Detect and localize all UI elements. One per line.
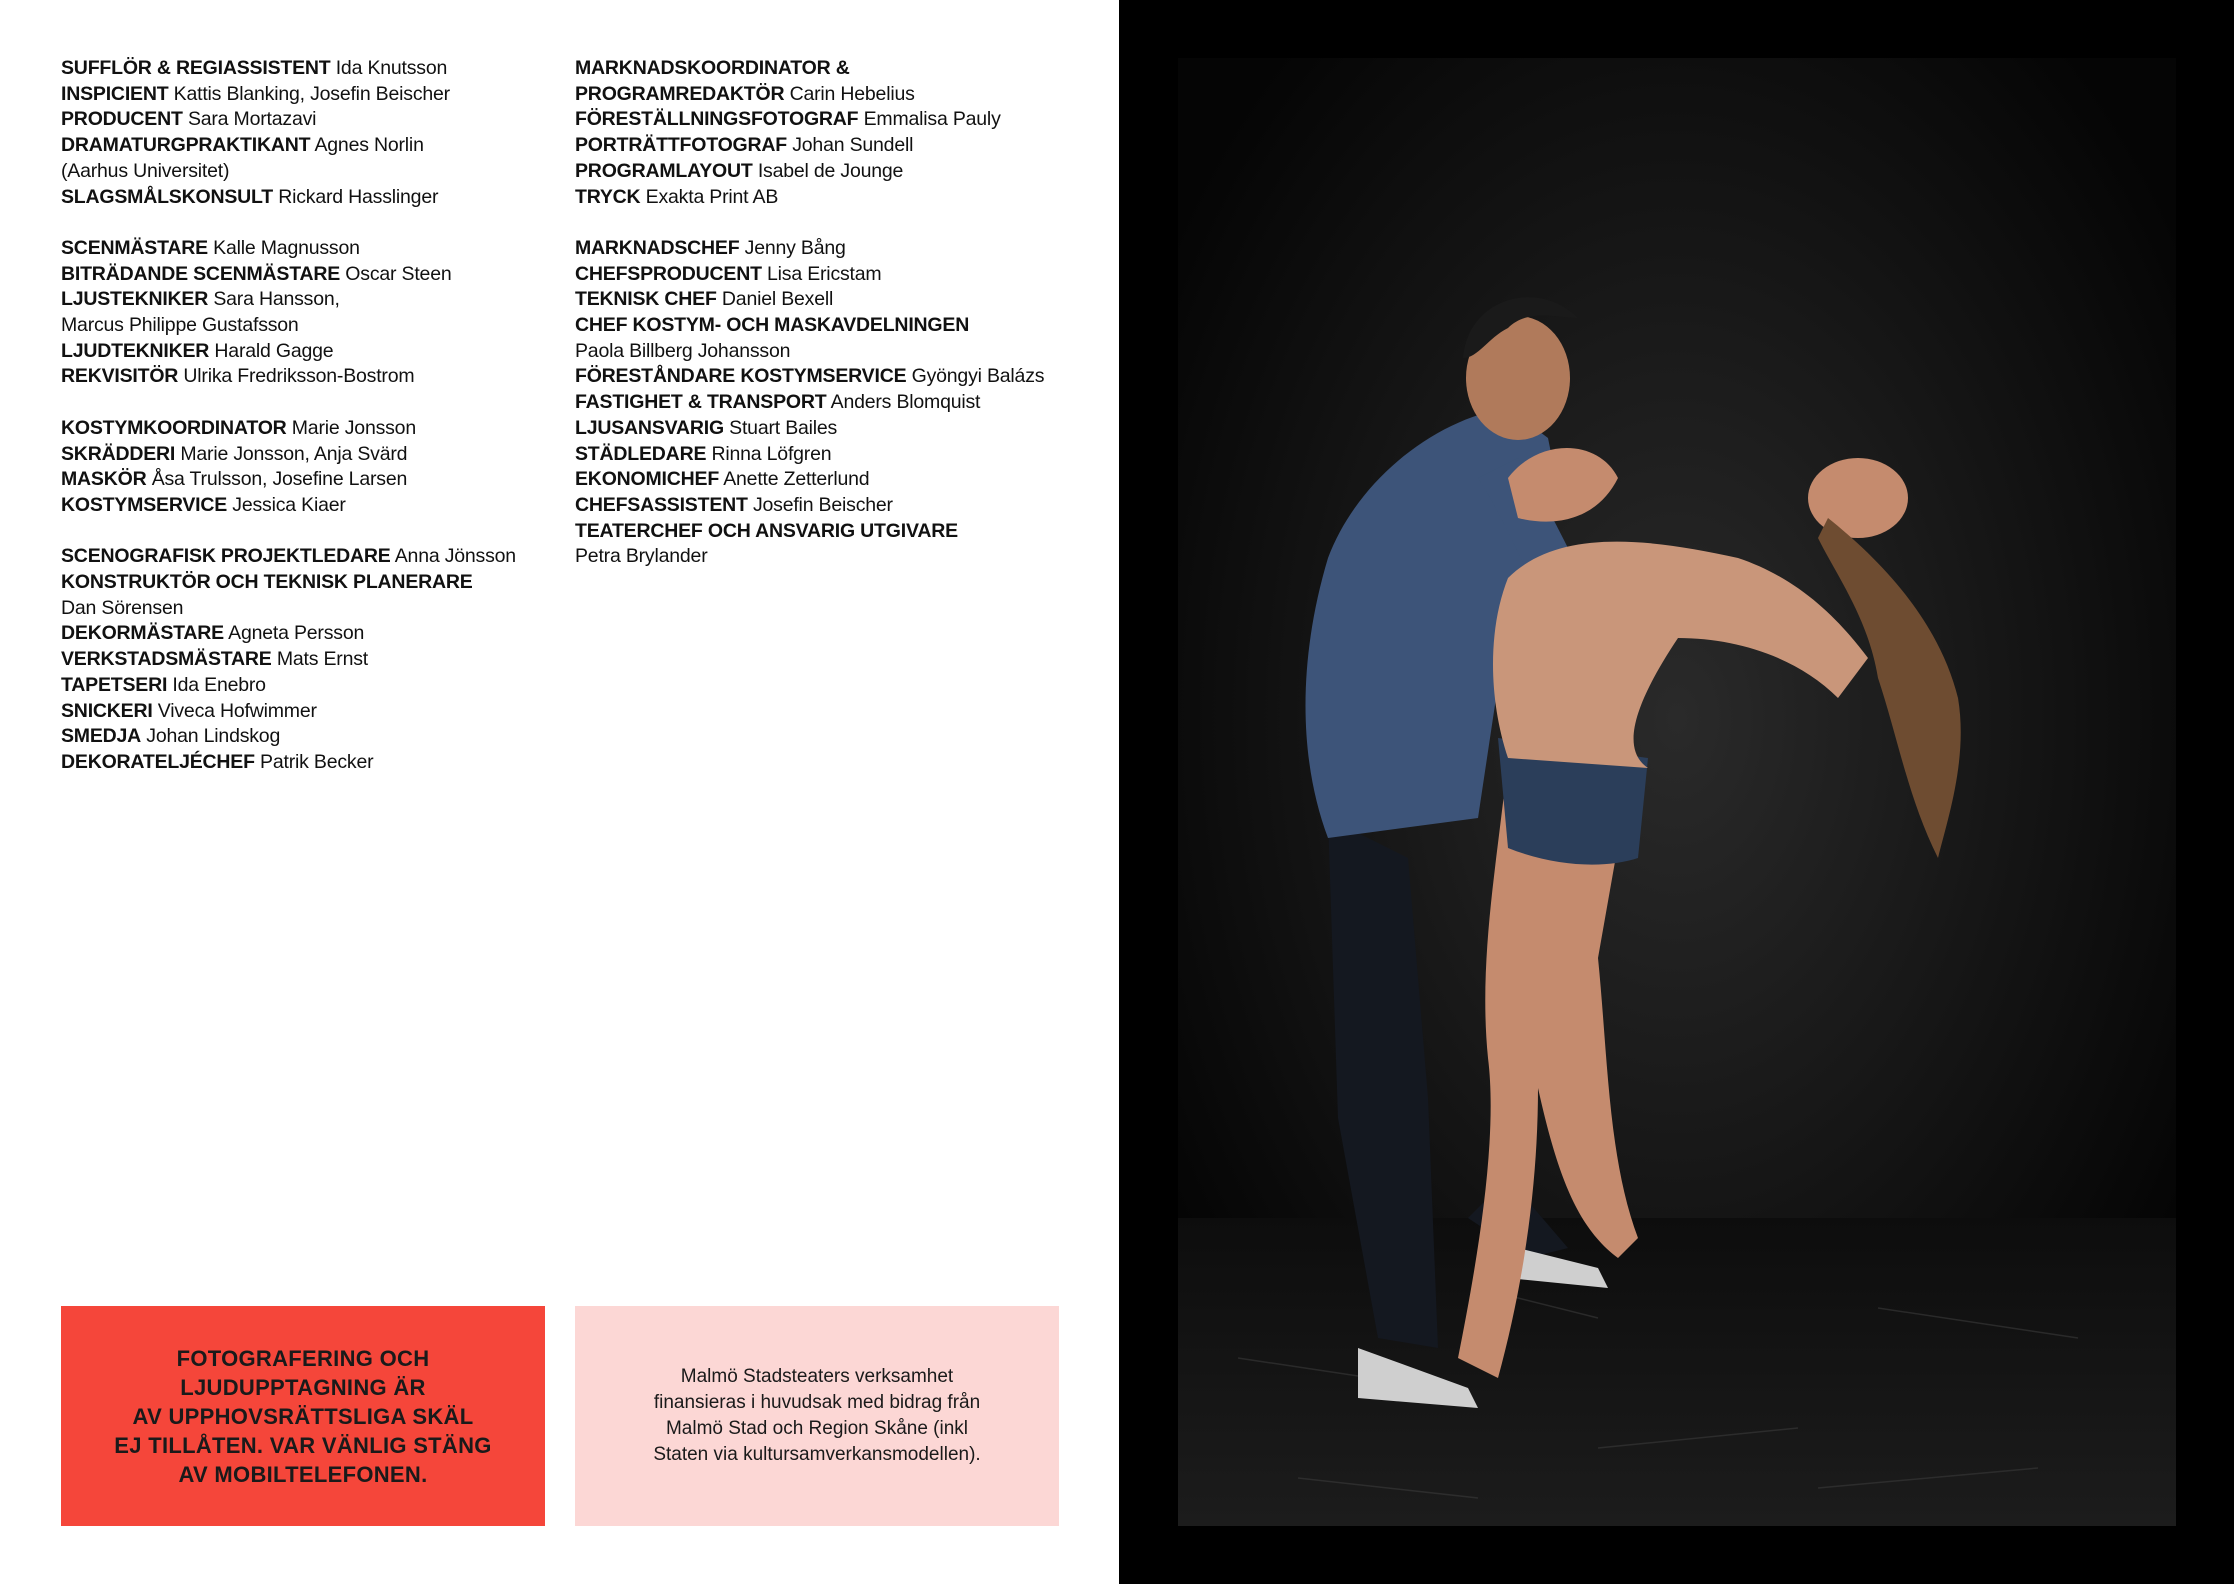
credit-name: Oscar Steen [345, 262, 452, 285]
credit-name: Gyöngyi Balázs [911, 365, 1045, 388]
female-head [1808, 458, 1908, 538]
credit-group-spacer [575, 210, 1095, 236]
credit-role: SCENOGRAFISK PROJEKTLEDARE [61, 545, 391, 568]
credit-role: EKONOMICHEF [575, 468, 720, 491]
credit-name: Rickard Hasslinger [278, 185, 439, 208]
credit-role: INSPICIENT [61, 82, 169, 105]
notice-line: LJUDUPPTAGNING ÄR [180, 1374, 426, 1400]
credit-role: LJUSANSVARIG [575, 416, 724, 439]
credit-line [575, 107, 1095, 133]
credit-line [61, 621, 561, 647]
credit-line [575, 82, 1095, 108]
credit-role: TEKNISK CHEF [575, 288, 717, 311]
funding-line: finansieras i huvudsak med bidrag från [653, 1392, 981, 1413]
credit-role: KOSTYMSERVICE [61, 493, 228, 516]
credit-role: CHEFSPRODUCENT [575, 262, 762, 285]
credit-role: PORTRÄTTFOTOGRAF [575, 134, 788, 157]
credit-name: Marcus Philippe Gustafsson [61, 314, 299, 337]
credit-name: Anders Blomquist [830, 391, 981, 414]
credit-name: Stuart Bailes [729, 416, 838, 439]
credit-name: Johan Lindskog [146, 725, 281, 748]
credit-name: Jessica Kiaer [232, 493, 346, 516]
funding-line: Malmö Stadsteaters verksamhet [680, 1366, 954, 1387]
credit-name: Jenny Bång [744, 236, 846, 259]
credit-line [575, 313, 1095, 339]
credit-line [61, 699, 561, 725]
credit-line [61, 262, 561, 288]
credit-name: Kattis Blanking, Josefin Beischer [173, 82, 450, 105]
notice-line: AV MOBILTELEFONEN. [178, 1461, 428, 1487]
credit-name: Exakta Print AB [645, 185, 779, 208]
credit-name: Rinna Löfgren [711, 442, 832, 465]
credit-line [61, 673, 561, 699]
credit-name: Agneta Persson [228, 622, 365, 645]
credit-line [575, 544, 1095, 570]
credit-name: Isabel de Jounge [757, 159, 904, 182]
no-photography-notice [61, 1306, 545, 1526]
credit-line [575, 287, 1095, 313]
credit-name: Marie Jonsson [291, 416, 416, 439]
credit-name: Patrik Becker [260, 750, 374, 773]
credit-role: FÖRESTÅNDARE KOSTYMSERVICE [575, 365, 907, 388]
credit-line [575, 56, 1095, 82]
credit-name: (Aarhus Universitet) [61, 159, 230, 182]
credit-role: MASKÖR [61, 468, 147, 491]
credit-line [61, 364, 561, 390]
credit-name: Sara Hansson, [213, 288, 340, 311]
credit-name: Agnes Norlin [314, 134, 424, 157]
dancers-illustration [1178, 58, 2176, 1526]
credit-name: Emmalisa Pauly [863, 108, 1001, 131]
credit-line [61, 750, 561, 776]
credit-line [575, 467, 1095, 493]
notice-line: EJ TILLÅTEN. VAR VÄNLIG STÄNG [114, 1432, 492, 1458]
credit-name: Anette Zetterlund [723, 468, 870, 491]
credit-name: Viveca Hofwimmer [157, 699, 317, 722]
credit-role: KONSTRUKTÖR OCH TEKNISK PLANERARE [61, 571, 473, 594]
credit-line [61, 467, 561, 493]
credit-name: Marie Jonsson, Anja Svärd [180, 442, 408, 465]
credit-name: Åsa Trulsson, Josefine Larsen [151, 468, 408, 491]
performance-photo [1178, 58, 2176, 1526]
credit-line [575, 493, 1095, 519]
credit-role: TEATERCHEF OCH ANSVARIG UTGIVARE [575, 519, 958, 542]
credit-name: Mats Ernst [276, 648, 368, 671]
credit-name: Ulrika Fredriksson-Bostrom [183, 365, 415, 388]
credit-name: Carin Hebelius [789, 82, 915, 105]
credit-name: Kalle Magnusson [213, 236, 360, 259]
right-page-photo-frame [1119, 0, 2234, 1584]
credit-role: SMEDJA [61, 725, 142, 748]
credit-line [61, 56, 561, 82]
credit-role: LJUDTEKNIKER [61, 339, 210, 362]
credit-role: PRODUCENT [61, 108, 183, 131]
credit-role: DRAMATURGPRAKTIKANT [61, 134, 311, 157]
credit-line [575, 442, 1095, 468]
credit-role: SNICKERI [61, 699, 153, 722]
credit-role: TAPETSERI [61, 673, 168, 696]
notice-line: AV UPPHOVSRÄTTSLIGA SKÄL [132, 1403, 474, 1429]
credit-name: Ida Enebro [172, 673, 266, 696]
credit-name: Ida Knutsson [335, 57, 448, 79]
credit-line [61, 544, 561, 570]
credit-line [61, 442, 561, 468]
credit-role: BITRÄDANDE SCENMÄSTARE [61, 262, 341, 285]
credit-role: PROGRAMLAYOUT [575, 159, 753, 182]
credit-line [61, 236, 561, 262]
credits-column-1 [61, 56, 561, 776]
credit-role: PROGRAMREDAKTÖR [575, 82, 785, 105]
credit-role: FASTIGHET & TRANSPORT [575, 391, 827, 414]
credit-role: CHEFSASSISTENT [575, 493, 748, 516]
credit-line [575, 390, 1095, 416]
credits-column-2 [575, 56, 1095, 570]
credit-role: DEKORMÄSTARE [61, 622, 224, 645]
credit-name: Sara Mortazavi [187, 108, 317, 131]
credit-line [61, 647, 561, 673]
credit-name: Josefin Beischer [752, 493, 893, 516]
credit-line [575, 339, 1095, 365]
credit-line [61, 133, 561, 159]
credit-line [61, 339, 561, 365]
credit-line [61, 724, 561, 750]
credit-role: MARKNADSKOORDINATOR & [575, 57, 850, 79]
credit-line [61, 185, 561, 211]
credit-role: REKVISITÖR [61, 365, 179, 388]
credit-line [61, 107, 561, 133]
credit-group-spacer [61, 519, 561, 545]
credit-line [61, 159, 561, 185]
credit-name: Paola Billberg Johansson [575, 339, 791, 362]
credit-role: STÄDLEDARE [575, 442, 707, 465]
credit-line [575, 133, 1095, 159]
credit-role: DEKORATELJÉCHEF [61, 750, 255, 773]
credit-name: Daniel Bexell [721, 288, 834, 311]
funding-line: Staten via kultursamverkansmodellen). [653, 1444, 981, 1465]
credit-name: Johan Sundell [792, 134, 914, 157]
credit-role: SLAGSMÅLSKONSULT [61, 185, 274, 208]
credit-line [61, 416, 561, 442]
credit-line [575, 185, 1095, 211]
funding-line: Malmö Stad och Region Skåne (inkl [665, 1418, 969, 1439]
credit-line [61, 313, 561, 339]
credit-name: Dan Sörensen [61, 596, 184, 619]
credit-line [61, 493, 561, 519]
credit-line [575, 416, 1095, 442]
credit-line [575, 159, 1095, 185]
credit-group-spacer [61, 210, 561, 236]
credit-role: LJUSTEKNIKER [61, 288, 209, 311]
credit-role: VERKSTADSMÄSTARE [61, 648, 272, 671]
credit-line [61, 596, 561, 622]
credit-line [575, 236, 1095, 262]
credit-line [61, 82, 561, 108]
credit-role: FÖRESTÄLLNINGSFOTOGRAF [575, 108, 859, 131]
credit-name: Lisa Ericstam [767, 262, 882, 285]
credit-role: SUFFLÖR & REGIASSISTENT [61, 57, 331, 79]
credit-line [61, 287, 561, 313]
credit-role: KOSTYMKOORDINATOR [61, 416, 287, 439]
credit-name: Anna Jönsson [394, 545, 516, 568]
credit-role: MARKNADSCHEF [575, 236, 740, 259]
credit-role: SCENMÄSTARE [61, 236, 208, 259]
credit-role: SKRÄDDERI [61, 442, 176, 465]
credit-line [575, 519, 1095, 545]
credit-line [575, 364, 1095, 390]
credit-role: TRYCK [575, 185, 641, 208]
credit-line [575, 262, 1095, 288]
credit-role: CHEF KOSTYM- OCH MASKAVDELNINGEN [575, 314, 970, 337]
credit-line [61, 570, 561, 596]
notice-line: FOTOGRAFERING OCH [176, 1345, 430, 1371]
funding-statement [575, 1306, 1059, 1526]
credit-name: Harald Gagge [214, 339, 334, 362]
credit-group-spacer [61, 390, 561, 416]
credit-name: Petra Brylander [575, 545, 708, 568]
